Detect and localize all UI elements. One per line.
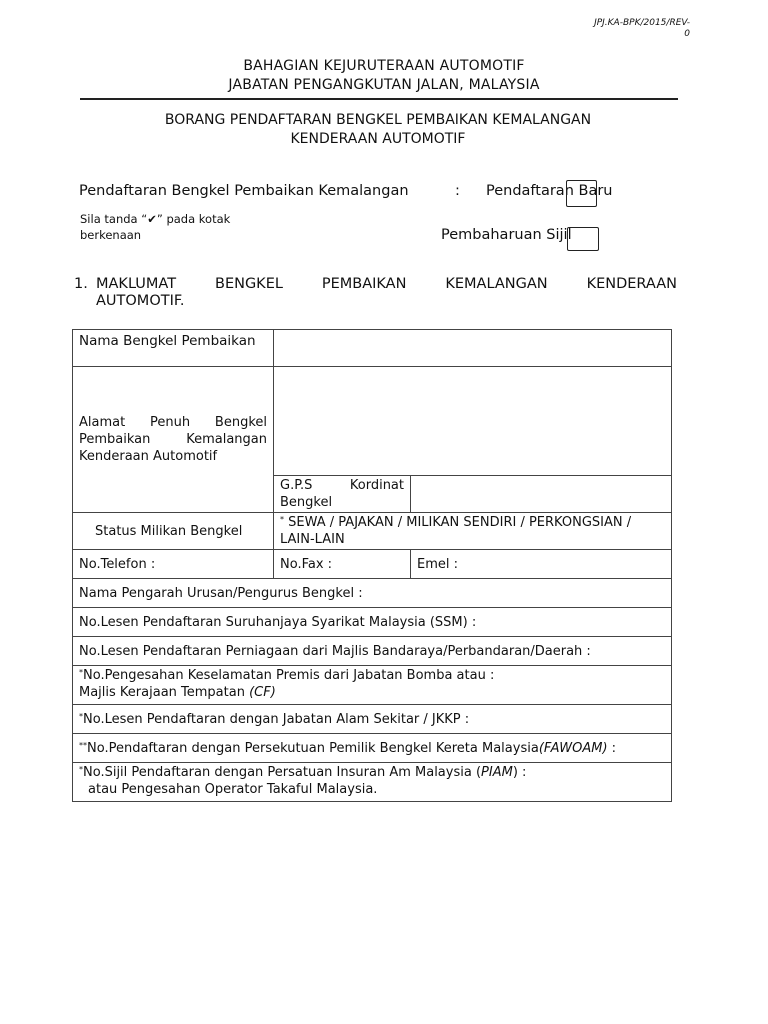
fire-safety-field[interactable]: [73, 666, 672, 705]
workshop-name-field[interactable]: [274, 330, 672, 367]
section-title-line2: AUTOMOTIF.: [96, 293, 185, 309]
piam-line1: *No.Sijil Pendaftaran dengan Persatuan Insuran Am Malaysia (PIAM) :: [79, 765, 527, 780]
gps-label: G.P.S Kordinat Bengkel: [274, 476, 411, 513]
ownership-status-label: Status Milikan Bengkel: [73, 513, 274, 550]
telephone-field[interactable]: No.Telefon :: [73, 550, 274, 579]
new-registration-checkbox[interactable]: [566, 180, 597, 207]
ownership-asterisk: *: [280, 515, 284, 524]
registration-type-label: Pendaftaran Bengkel Pembaikan Kemalangan: [79, 183, 409, 199]
ssm-license-field[interactable]: No.Lesen Pendaftaran Suruhanjaya Syarikat Malaysia (SSM) :: [73, 608, 672, 637]
email-field[interactable]: Emel :: [411, 550, 672, 579]
document-code: JPJ.KA-BPK/2015/REV-0: [594, 18, 690, 39]
agency-name: JABATAN PENGANGKUTAN JALAN, MALAYSIA: [228, 77, 540, 93]
ownership-status-options[interactable]: [274, 513, 672, 550]
section-title-line1: MAKLUMAT BENGKEL PEMBAIKAN KEMALANGAN KENDERAAN: [96, 276, 677, 292]
section-title: [96, 276, 677, 310]
cf-abbreviation: (CF): [249, 685, 276, 700]
instruction-note: [80, 211, 300, 243]
business-license-field[interactable]: No.Lesen Pendaftaran Perniagaan dari Majlis Bandaraya/Perbandaran/Daerah :: [73, 637, 672, 666]
piam-abbreviation: PIAM: [481, 765, 513, 780]
renewal-checkbox[interactable]: [567, 227, 599, 251]
workshop-info-table: [72, 329, 672, 802]
section-number: 1.: [74, 276, 88, 292]
workshop-name-label: Nama Bengkel Pembaikan: [73, 330, 274, 367]
ownership-options-text: SEWA / PAJAKAN / MILIKAN SENDIRI / PERKONGSIAN / LAIN-LAIN: [280, 515, 632, 547]
jkkp-asterisk: *: [79, 711, 83, 721]
fax-field[interactable]: No.Fax :: [274, 550, 411, 579]
fire-safety-line1: *No.Pengesahan Keselamatan Premis dari Jabatan Bomba atau :: [79, 668, 495, 683]
option-renewal-label: Pembaharuan Sijil: [441, 227, 572, 243]
piam-line2: atau Pengesahan Operator Takaful Malaysia.: [88, 782, 378, 797]
form-title-line1: BORANG PENDAFTARAN BENGKEL PEMBAIKAN KEMALANGAN: [164, 112, 592, 128]
address-field[interactable]: [274, 367, 672, 476]
fire-safety-asterisk: *: [79, 668, 83, 677]
piam-certificate-field[interactable]: [73, 763, 672, 802]
director-name-field[interactable]: Nama Pengarah Urusan/Pengurus Bengkel :: [73, 579, 672, 608]
jkkp-license-field[interactable]: *No.Lesen Pendaftaran dengan Jabatan Alam Sekitar / JKKP :: [73, 705, 672, 734]
fawoam-abbreviation: (FAWOAM): [538, 740, 608, 756]
option-new-registration-label: Pendaftaran Baru: [486, 183, 613, 199]
header-divider: [80, 98, 678, 100]
instruction-note-line2: berkenaan: [80, 228, 142, 242]
fawoam-registration-field[interactable]: **No.Pendaftaran dengan Persekutuan Pemilik Bengkel Kereta Malaysia(FAWOAM) :: [73, 734, 672, 763]
form-title-line2: KENDERAAN AUTOMOTIF: [290, 131, 466, 147]
department-name: BAHAGIAN KEJURUTERAAN AUTOMOTIF: [243, 58, 525, 74]
address-label: Alamat Penuh Bengkel Pembaikan Kemalangan Kenderaan Automotif: [73, 367, 274, 513]
fawoam-asterisk: **: [79, 740, 87, 750]
piam-asterisk: *: [79, 765, 83, 774]
fire-safety-line2: Majlis Kerajaan Tempatan (CF): [79, 685, 276, 700]
instruction-note-line1: Sila tanda “✔” pada kotak: [80, 212, 231, 226]
gps-field[interactable]: [411, 476, 672, 513]
registration-colon: :: [455, 183, 460, 199]
form-title: [100, 111, 656, 149]
